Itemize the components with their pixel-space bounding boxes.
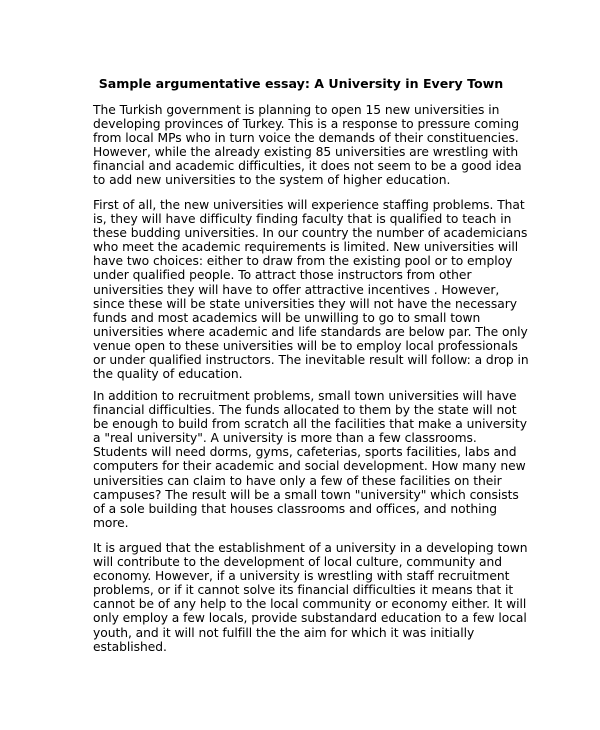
text-line: be enough to build from scratch all the facilities that make a university <box>93 417 527 432</box>
text-line: financial difficulties. The funds allocated to them by the state will not <box>93 403 517 418</box>
paragraph-conclusion <box>93 541 533 654</box>
text-line: universities they will have to offer attractive incentives . However, <box>93 282 500 297</box>
text-line: universities can claim to have only a few of these facilities on their <box>93 473 502 488</box>
text-line: only employ a few locals, provide substandard education to a few local <box>93 611 527 626</box>
text-line: universities where academic and life standards are below par. The only <box>93 324 528 339</box>
text-line: established. <box>93 639 167 654</box>
text-line: Students will need dorms, gyms, cafeterias, sports facilities, labs and <box>93 445 517 460</box>
text-line: a "real university". A university is more than a few classrooms. <box>93 431 477 446</box>
text-line: campuses? The result will be a small town "university" which consists <box>93 487 519 502</box>
text-line: However, while the already existing 85 universities are wrestling with <box>93 145 519 160</box>
text-line: The Turkish government is planning to open 15 new universities in <box>93 103 500 117</box>
text-line: First of all, the new universities will experience staffing problems. That <box>93 198 525 212</box>
text-line: will contribute to the development of local culture, community and <box>93 555 503 570</box>
text-line: who meet the academic requirements is limited. New universities will <box>93 240 519 255</box>
text-line: of a sole building that houses classrooms and offices, and nothing <box>93 501 498 516</box>
text-line: is, they will have difficulty finding faculty that is qualified to teach in <box>93 212 512 227</box>
text-line: to add new universities to the system of higher education. <box>93 173 451 188</box>
text-line: funds and most academics will be unwilling to go to small town <box>93 310 481 325</box>
paragraph-staffing <box>93 198 533 381</box>
text-line: In addition to recruitment problems, small town universities will have <box>93 389 517 403</box>
text-line: developing provinces of Turkey. This is a response to pressure coming <box>93 117 520 132</box>
text-line: financial and academic difficulties, it does not seem to be a good idea <box>93 159 522 174</box>
text-line: venue open to these universities will be to employ local professionals <box>93 338 518 353</box>
text-line: more. <box>93 515 129 530</box>
paragraph-intro <box>93 103 533 188</box>
paragraph-financial <box>93 389 533 530</box>
text-line: youth, and it will not fulfill the the aim for which it was initially <box>93 625 475 640</box>
essay-title: Sample argumentative essay: A University in Every Town <box>98 76 504 91</box>
text-line: have two choices: either to draw from the existing pool or to employ <box>93 254 513 269</box>
text-line: problems, or if it cannot solve its financial difficulties it means that it <box>93 583 514 598</box>
text-line: computers for their academic and social development. How many new <box>93 459 526 474</box>
text-line: these budding universities. In our country the number of academicians <box>93 226 528 241</box>
text-line: economy. However, if a university is wrestling with staff recruitment <box>93 569 510 584</box>
text-line: from local MPs who in turn voice the demands of their constituencies. <box>93 131 519 146</box>
text-line: or under qualified instructors. The inevitable result will follow: a drop in <box>93 353 529 368</box>
text-line: under qualified people. To attract those instructors from other <box>93 268 472 283</box>
text-line: the quality of education. <box>93 367 243 382</box>
text-line: It is argued that the establishment of a university in a developing town <box>93 541 528 555</box>
text-line: since these will be state universities they will not have the necessary <box>93 296 517 311</box>
text-line: cannot be of any help to the local community or economy either. It will <box>93 597 527 612</box>
